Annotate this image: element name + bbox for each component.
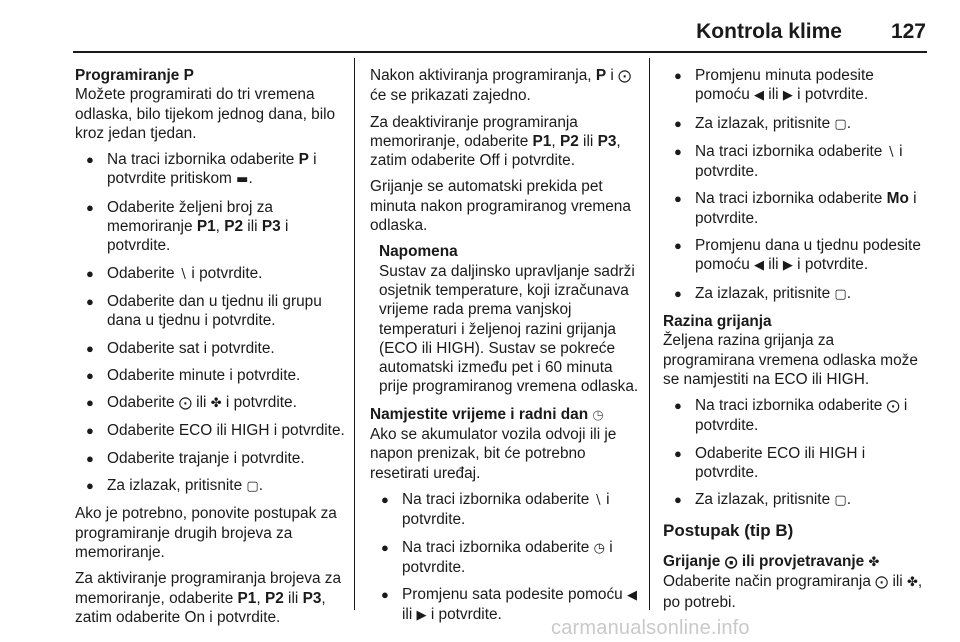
heat-icon: ⨀ [875, 575, 889, 591]
note-heading: Napomena [379, 243, 458, 261]
heat-icon: ⨀ [178, 396, 192, 412]
right-arrow-icon: ▶ [782, 258, 793, 274]
list-item: ● Promjenu dana u tjednu podesite pomoću ◀ ili ▶ i potvrdite. [663, 236, 929, 276]
deactivate-paragraph: Za deaktiviranje programiranja memoriranje, odaberite P1, P2 ili P3, zatim odaberite Off i potvrdite. [370, 113, 621, 170]
level-paragraph: Željena razina grijanja za programirana vremena odlaska može se namjestiti na ECO ili HIGH. [663, 332, 918, 388]
level-steps-list [663, 396, 929, 510]
heat-icon: ⨀ [886, 399, 900, 415]
note-body: Sustav za daljinsko upravljanje sadrži osjetnik temperature, koji izračunava vrijeme rada prema vanjskoj temperaturi i željenoj razini grijanja (ECO ili HIGH). Sustav se pokreće automatski između pet i 60 minuta prije programiranog vremena odlaska. [379, 262, 639, 396]
list-item: ● Odaberite dan u tjednu ili grupu dana u tjednu i potvrdite. [75, 292, 345, 331]
list-item: ● Na traci izbornika odaberite P i potvrdite pritiskom ▬. [75, 150, 345, 190]
list-item: ● Odaberite sat i potvrdite. [75, 339, 345, 358]
list-item: ● Odaberite željeni broj za memoriranje P1, P2 ili P3 i potvrdite. [75, 198, 345, 256]
activate-paragraph: Za aktiviranje programiranja brojeva za memoriranje, odaberite P1, P2 ili P3, zatim odaberite On i potvrdite. [75, 570, 342, 626]
left-arrow-icon: ◀ [627, 588, 638, 604]
wrench-icon: ∖ [593, 492, 602, 508]
list-item: ● Odaberite ECO ili HIGH i potvrdite. [75, 421, 345, 440]
list-item: ● Na traci izbornika odaberite ◷ i potvrdite. [370, 538, 640, 578]
clock-icon: ◷ [592, 407, 604, 423]
watermark: carmanualsonline.info [551, 617, 750, 639]
left-arrow-icon: ◀ [754, 88, 765, 104]
wrench-icon: ∖ [178, 266, 188, 282]
repeat-paragraph: Ako je potrebno, ponovite postupak za programiranje drugih brojeva za memoriranje. [75, 505, 337, 561]
heading-razina-grijanja: Razina grijanja [663, 312, 772, 330]
back-icon: ▢ [834, 116, 847, 132]
fan-icon: ✤ [868, 554, 880, 570]
list-item: ● Odaberite trajanje i potvrdite. [75, 449, 345, 468]
list-item: ● Za izlazak, pritisnite ▢. [663, 114, 929, 134]
list-item: ● Za izlazak, pritisnite ▢. [663, 490, 929, 510]
note-box [370, 242, 640, 396]
list-item: ● Na traci izbornika odaberite Mo i potvrdite. [663, 189, 929, 228]
battery-paragraph: Ako se akumulator vozila odvoji ili je napon prenizak, bit će potrebno resetirati uređaj. [370, 426, 617, 482]
right-arrow-icon: ▶ [782, 88, 793, 104]
list-item: ● Na traci izbornika odaberite ∖ i potvrdite. [663, 142, 929, 182]
column-divider-2 [649, 58, 650, 610]
list-item: ● Odaberite ⨀ ili ✤ i potvrdite. [75, 393, 345, 413]
heading-time-day: Namjestite vrijeme i radni dan ◷ [370, 405, 604, 423]
intro-paragraph: Možete programirati do tri vremena odlaska, bilo tijekom jednog dana, bilo kroz jedan tjedan. [75, 86, 336, 142]
right-arrow-icon: ▶ [416, 608, 427, 624]
heat-icon: ⨀ [618, 69, 632, 84]
mode-paragraph: Odaberite način programiranja ⨀ ili ✤, po potrebi. [663, 573, 923, 611]
minute-steps-list [663, 66, 929, 304]
list-item: ● Odaberite ∖ i potvrdite. [75, 264, 345, 284]
fan-icon: ✤ [210, 396, 222, 412]
page-header [0, 0, 960, 58]
list-item: ● Za izlazak, pritisnite ▢. [75, 476, 345, 496]
heading-heating-ventilation: Grijanje ⨀ ili provjetravanje ✤ [663, 552, 880, 570]
confirm-icon: ▬ [236, 172, 249, 188]
section-heading-tip-b: Postupak (tip B) [663, 520, 794, 540]
page-number: 127 [890, 20, 926, 43]
back-icon: ▢ [834, 286, 847, 302]
clock-icon: ◷ [593, 540, 605, 556]
list-item: ● Na traci izbornika odaberite ⨀ i potvrdite. [663, 396, 929, 436]
chapter-title: Kontrola klime [696, 20, 842, 43]
left-arrow-icon: ◀ [754, 258, 765, 274]
header-rule [73, 51, 927, 53]
back-icon: ▢ [834, 493, 847, 509]
back-icon: ▢ [246, 479, 259, 495]
list-item: ● Za izlazak, pritisnite ▢. [663, 284, 929, 304]
fan-icon: ✤ [906, 575, 918, 591]
list-item: ● Promjenu sata podesite pomoću ◀ ili ▶ i potvrdite. [370, 585, 640, 626]
wrench-icon: ∖ [886, 144, 895, 160]
time-steps-list [370, 490, 640, 626]
list-item: ● Odaberite minute i potvrdite. [75, 366, 345, 385]
after-activation-paragraph: Nakon aktiviranja programiranja, P i ⨀ će se prikazati zajedno. [370, 67, 632, 105]
column-3 [663, 66, 929, 619]
auto-stop-paragraph: Grijanje se automatski prekida pet minuta nakon programiranog vremena odlaska. [370, 178, 631, 235]
column-divider-1 [354, 58, 355, 610]
steps-list [75, 150, 345, 496]
column-1 [75, 66, 345, 634]
heat-icon: ⨀ [724, 554, 738, 570]
list-item: ● Na traci izbornika odaberite ∖ i potvrdite. [370, 490, 640, 530]
list-item: ● Odaberite ECO ili HIGH i potvrdite. [663, 444, 929, 483]
column-2 [370, 66, 640, 634]
list-item: ● Promjenu minuta podesite pomoću ◀ ili ▶ i potvrdite. [663, 66, 929, 106]
heading-programiranje: Programiranje P [75, 67, 194, 84]
